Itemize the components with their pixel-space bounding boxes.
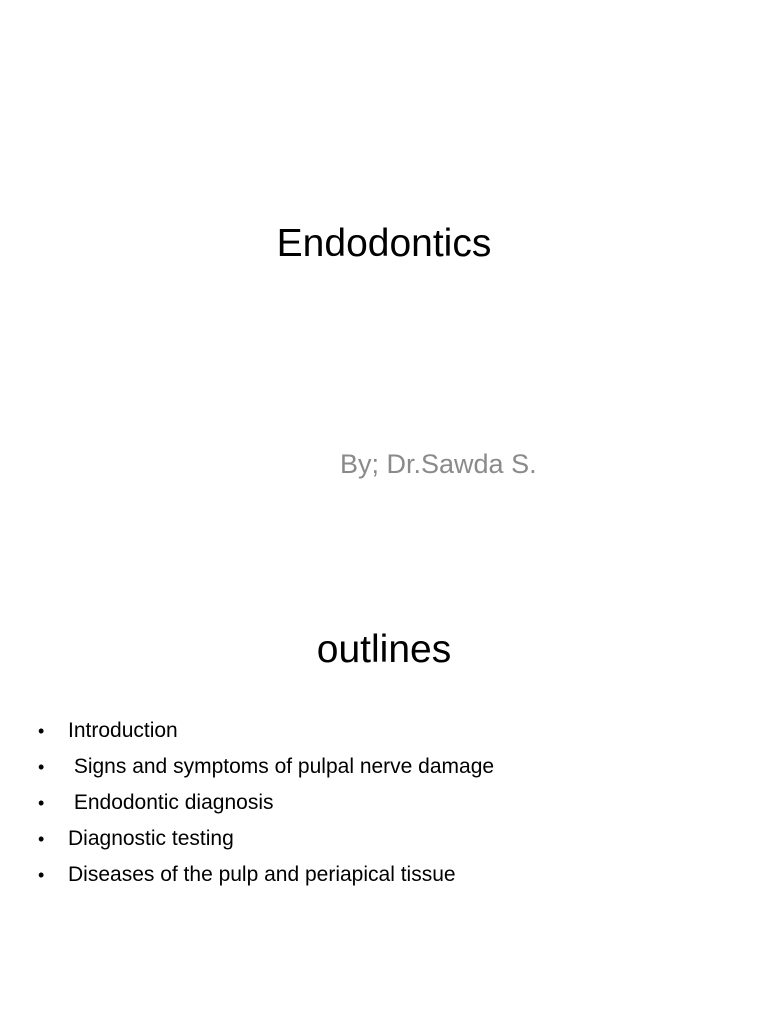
bullet-icon: • xyxy=(38,793,45,813)
bullet-icon: • xyxy=(38,757,45,777)
bullet-icon: • xyxy=(38,829,45,849)
outline-bullet-list xyxy=(38,716,494,896)
bullet-text-signs-symptoms: Signs and symptoms of pulpal nerve damage xyxy=(68,755,495,778)
slide-title: Endodontics xyxy=(276,222,492,265)
bullet-icon: • xyxy=(38,865,45,885)
list-item xyxy=(38,824,494,860)
bullet-icon: • xyxy=(38,721,45,741)
outline-slide xyxy=(0,576,768,1024)
bullet-text-diagnostic-testing: Diagnostic testing xyxy=(68,827,234,850)
bullet-text-introduction: Introduction xyxy=(68,719,178,742)
bullet-text-endodontic-diagnosis: Endodontic diagnosis xyxy=(68,791,274,814)
list-item xyxy=(38,860,494,896)
slide-subtitle: By; Dr.Sawda S. xyxy=(340,449,537,479)
list-item xyxy=(38,752,494,788)
list-item xyxy=(38,716,494,752)
bullet-text-diseases: Diseases of the pulp and periapical tissue xyxy=(68,863,456,886)
list-item xyxy=(38,788,494,824)
outline-title: outlines xyxy=(316,628,452,671)
